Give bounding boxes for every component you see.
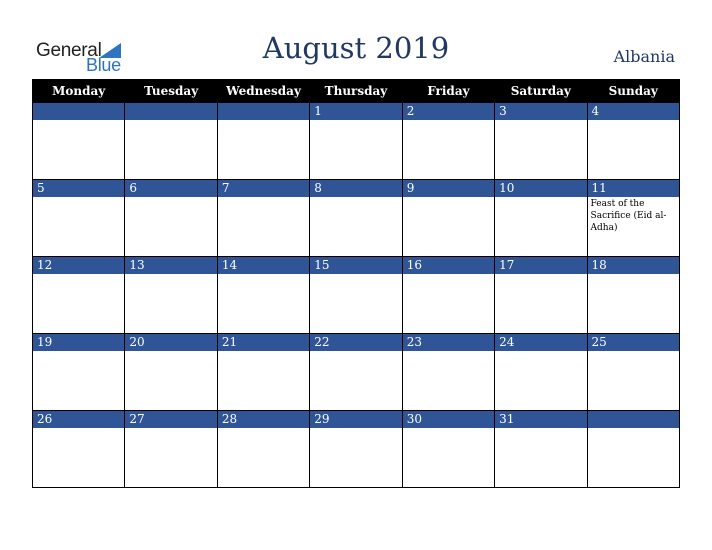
week-row [33,411,680,488]
day-cell [125,411,217,488]
weekday-header: Thursday [310,80,402,103]
day-number: 25 [588,334,679,351]
day-number: 19 [33,334,124,351]
day-cell [33,257,125,334]
country-label: Albania [613,47,675,66]
day-cell [125,334,217,411]
day-cell [125,103,217,180]
day-number: 8 [310,180,401,197]
day-cell [217,334,309,411]
day-number: 20 [125,334,216,351]
weekday-header: Friday [402,80,494,103]
day-cell [125,180,217,257]
day-cell [495,411,587,488]
day-number: 1 [310,103,401,120]
weekday-header: Monday [33,80,125,103]
day-cell [217,180,309,257]
week-row [33,257,680,334]
day-cell [495,103,587,180]
weekday-header: Saturday [495,80,587,103]
day-cell [587,257,679,334]
day-number: 26 [33,411,124,428]
day-cell [217,103,309,180]
day-cell [33,334,125,411]
week-row [33,180,680,257]
day-cell [33,411,125,488]
day-number: 13 [125,257,216,274]
day-cell [310,257,402,334]
day-number: 9 [403,180,494,197]
day-cell [495,180,587,257]
day-number [33,103,124,120]
weekday-header: Tuesday [125,80,217,103]
day-cell [402,411,494,488]
day-number: 27 [125,411,216,428]
day-cell [310,411,402,488]
day-cell [217,411,309,488]
day-number: 31 [495,411,586,428]
day-number: 4 [588,103,679,120]
day-cell [587,411,679,488]
weekday-header: Wednesday [217,80,309,103]
day-cell [125,257,217,334]
day-cell [33,180,125,257]
logo-general-text: General [36,40,102,61]
day-cell [495,257,587,334]
day-cell [402,334,494,411]
day-cell [33,103,125,180]
day-number: 21 [218,334,309,351]
day-number [218,103,309,120]
day-number: 3 [495,103,586,120]
day-number: 16 [403,257,494,274]
day-number: 7 [218,180,309,197]
day-number: 6 [125,180,216,197]
day-cell [587,103,679,180]
day-number: 23 [403,334,494,351]
day-number: 17 [495,257,586,274]
day-number: 12 [33,257,124,274]
day-cell [495,334,587,411]
day-number: 14 [218,257,309,274]
page-title: August 2019 [262,31,450,65]
day-number: 10 [495,180,586,197]
day-cell [310,334,402,411]
weekday-header: Sunday [587,80,679,103]
day-number: 24 [495,334,586,351]
day-cell [587,180,679,257]
day-number [125,103,216,120]
day-number: 18 [588,257,679,274]
day-number: 5 [33,180,124,197]
weekday-header-row [33,80,680,103]
day-number [588,411,679,428]
day-cell [217,257,309,334]
holiday-label: Feast of the Sacrifice (Eid al-Adha) [590,199,667,233]
calendar-grid [32,79,680,488]
logo-blue-text: Blue [86,55,121,75]
day-cell [402,103,494,180]
week-row [33,103,680,180]
day-number: 28 [218,411,309,428]
day-cell [310,180,402,257]
day-number: 29 [310,411,401,428]
day-number: 2 [403,103,494,120]
day-number: 11 [588,180,679,197]
day-number: 30 [403,411,494,428]
day-cell [402,257,494,334]
day-cell [310,103,402,180]
day-number: 15 [310,257,401,274]
day-cell [587,334,679,411]
day-number: 22 [310,334,401,351]
day-cell [402,180,494,257]
week-row [33,334,680,411]
